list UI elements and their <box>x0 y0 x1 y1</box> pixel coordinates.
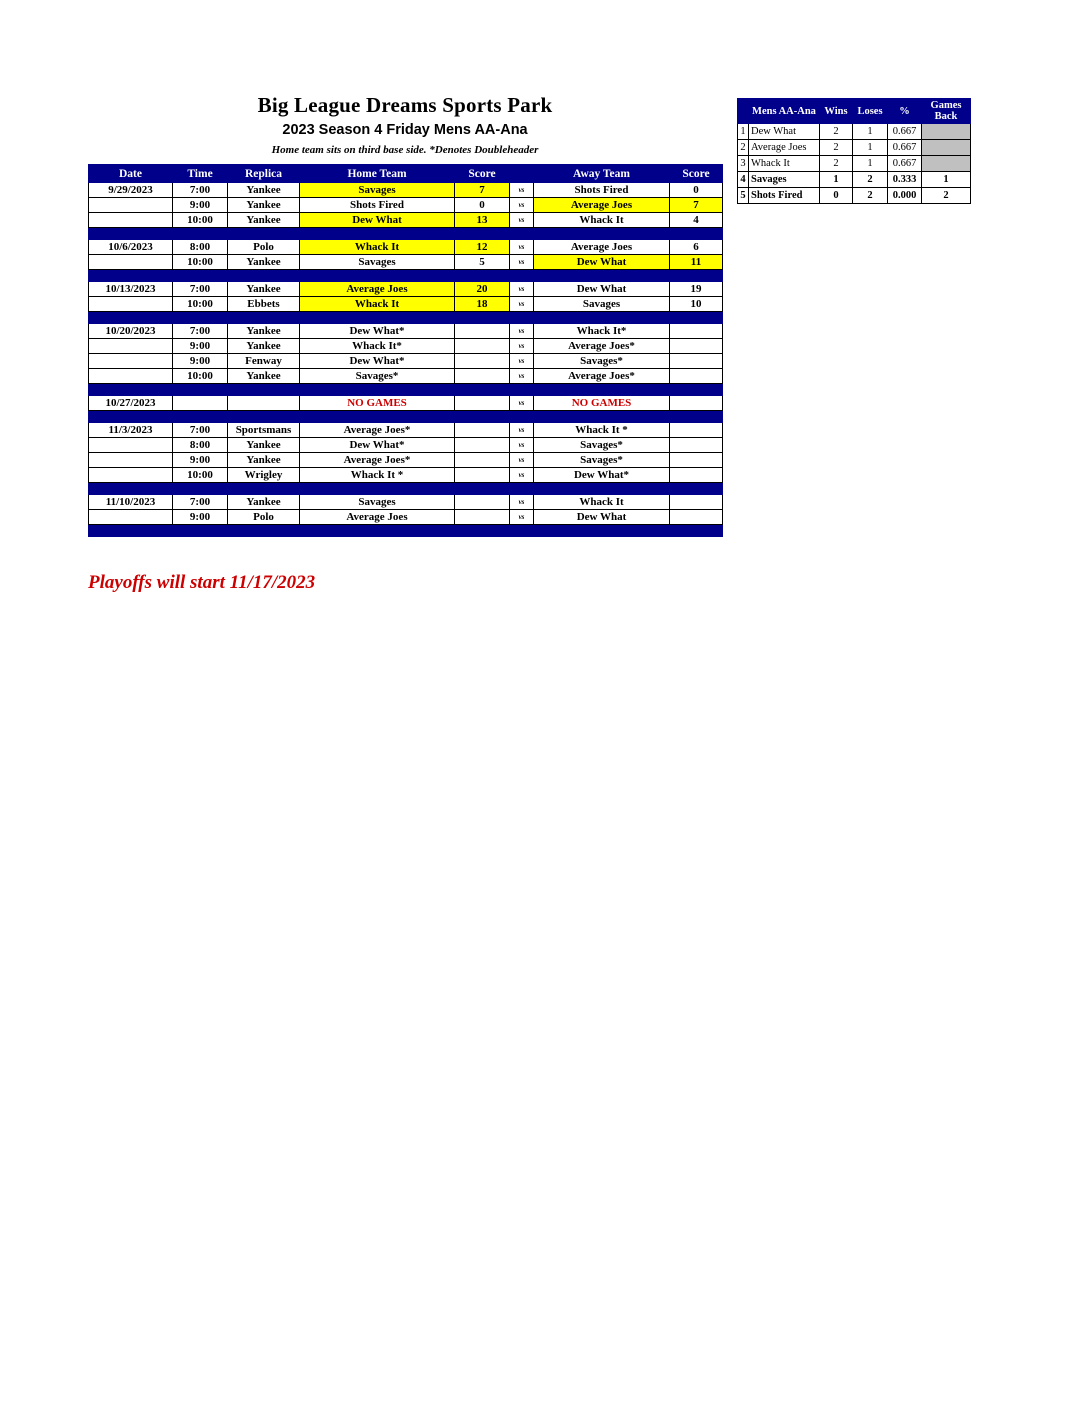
cell-date: 11/3/2023 <box>89 423 173 438</box>
cell-date: 11/10/2023 <box>89 495 173 510</box>
schedule-separator-row <box>89 411 723 423</box>
cell-replica: Yankee <box>228 369 300 384</box>
cell-vs-label: vs <box>510 198 534 213</box>
standings-header-row <box>738 99 971 124</box>
standings-cell-pct: 0.667 <box>888 140 922 156</box>
cell-home-team: Average Joes <box>300 510 455 525</box>
cell-date: 9/29/2023 <box>89 183 173 198</box>
cell-date <box>89 354 173 369</box>
standings-header-league: Mens AA-Ana <box>749 99 820 124</box>
cell-date <box>89 369 173 384</box>
standings-header-loses: Loses <box>853 99 888 124</box>
cell-date: 10/27/2023 <box>89 396 173 411</box>
standings-cell-loses: 2 <box>853 172 888 188</box>
cell-date <box>89 453 173 468</box>
cell-home-team: Shots Fired <box>300 198 455 213</box>
table-row <box>89 213 723 228</box>
cell-away-score: 0 <box>670 183 723 198</box>
cell-away-score <box>670 438 723 453</box>
column-header-date: Date <box>89 165 173 183</box>
cell-time: 10:00 <box>173 255 228 270</box>
cell-away-team: Average Joes <box>534 198 670 213</box>
cell-replica: Polo <box>228 510 300 525</box>
table-row <box>89 438 723 453</box>
cell-time: 8:00 <box>173 240 228 255</box>
cell-time: 9:00 <box>173 354 228 369</box>
cell-away-score <box>670 453 723 468</box>
table-row <box>89 297 723 312</box>
cell-away-team: Average Joes* <box>534 369 670 384</box>
cell-replica: Sportsmans <box>228 423 300 438</box>
table-row <box>89 255 723 270</box>
page-subtitle: 2023 Season 4 Friday Mens AA-Ana <box>282 122 528 139</box>
cell-away-team: Shots Fired <box>534 183 670 198</box>
cell-replica: Ebbets <box>228 297 300 312</box>
separator-cell <box>89 411 723 423</box>
cell-time: 9:00 <box>173 339 228 354</box>
cell-replica: Yankee <box>228 453 300 468</box>
schedule-separator-row <box>89 525 723 537</box>
standings-cell-pct: 0.667 <box>888 156 922 172</box>
cell-home-score <box>455 468 510 483</box>
cell-away-team: NO GAMES <box>534 396 670 411</box>
cell-replica: Yankee <box>228 282 300 297</box>
cell-away-score <box>670 354 723 369</box>
table-row <box>89 198 723 213</box>
standings-cell-rank: 3 <box>738 156 749 172</box>
standings-cell-rank: 1 <box>738 124 749 140</box>
cell-away-score: 6 <box>670 240 723 255</box>
cell-vs-label: vs <box>510 369 534 384</box>
table-row <box>89 369 723 384</box>
cell-away-team: Dew What* <box>534 468 670 483</box>
cell-vs-label: vs <box>510 510 534 525</box>
cell-replica <box>228 396 300 411</box>
cell-vs-label: vs <box>510 453 534 468</box>
cell-replica: Yankee <box>228 438 300 453</box>
standings-cell-games-back <box>922 140 971 156</box>
standings-cell-loses: 1 <box>853 140 888 156</box>
cell-home-score <box>455 438 510 453</box>
cell-away-score <box>670 339 723 354</box>
separator-cell <box>89 483 723 495</box>
cell-vs-label: vs <box>510 354 534 369</box>
cell-away-score <box>670 468 723 483</box>
cell-time: 9:00 <box>173 453 228 468</box>
table-row <box>89 354 723 369</box>
standings-cell-team: Average Joes <box>749 140 820 156</box>
cell-home-score: 20 <box>455 282 510 297</box>
cell-vs-label: vs <box>510 213 534 228</box>
standings-cell-wins: 2 <box>820 156 853 172</box>
cell-home-team: NO GAMES <box>300 396 455 411</box>
cell-home-score <box>455 354 510 369</box>
cell-home-score: 12 <box>455 240 510 255</box>
standings-cell-games-back <box>922 124 971 140</box>
cell-time: 7:00 <box>173 183 228 198</box>
standings-cell-wins: 0 <box>820 188 853 204</box>
cell-home-score <box>455 453 510 468</box>
cell-date <box>89 339 173 354</box>
cell-replica: Wrigley <box>228 468 300 483</box>
table-row <box>89 240 723 255</box>
schedule-separator-row <box>89 228 723 240</box>
standings-cell-rank: 4 <box>738 172 749 188</box>
cell-replica: Yankee <box>228 183 300 198</box>
column-header-home-team: Home Team <box>300 165 455 183</box>
separator-cell <box>89 228 723 240</box>
cell-time: 7:00 <box>173 324 228 339</box>
cell-home-team: Dew What <box>300 213 455 228</box>
cell-home-score <box>455 396 510 411</box>
standings-header-games-back: Games Back <box>922 99 971 124</box>
cell-away-score: 7 <box>670 198 723 213</box>
cell-home-score <box>455 324 510 339</box>
standings-cell-rank: 5 <box>738 188 749 204</box>
cell-away-team: Average Joes* <box>534 339 670 354</box>
standings-cell-games-back: 2 <box>922 188 971 204</box>
cell-home-score: 13 <box>455 213 510 228</box>
cell-replica: Yankee <box>228 339 300 354</box>
table-row <box>89 423 723 438</box>
cell-away-team: Dew What <box>534 255 670 270</box>
cell-away-score <box>670 324 723 339</box>
page-note: Home team sits on third base side. *Denotes Doubleheader <box>271 144 539 157</box>
standings-cell-rank: 2 <box>738 140 749 156</box>
standings-cell-games-back: 1 <box>922 172 971 188</box>
cell-home-score: 18 <box>455 297 510 312</box>
cell-time <box>173 396 228 411</box>
cell-away-team: Whack It <box>534 213 670 228</box>
schedule-separator-row <box>89 312 723 324</box>
cell-date <box>89 255 173 270</box>
cell-away-score <box>670 369 723 384</box>
cell-vs-label: vs <box>510 495 534 510</box>
table-row <box>89 453 723 468</box>
column-header-replica: Replica <box>228 165 300 183</box>
cell-home-score <box>455 369 510 384</box>
standings-cell-wins: 1 <box>820 172 853 188</box>
standings-cell-games-back <box>922 156 971 172</box>
separator-cell <box>89 525 723 537</box>
cell-away-team: Whack It * <box>534 423 670 438</box>
cell-vs-label: vs <box>510 339 534 354</box>
cell-replica: Yankee <box>228 213 300 228</box>
playoffs-note: Playoffs will start 11/17/2023 <box>88 572 316 593</box>
column-header-away-score: Score <box>670 165 723 183</box>
column-header-time: Time <box>173 165 228 183</box>
schedule-separator-row <box>89 483 723 495</box>
table-row <box>89 495 723 510</box>
cell-away-team: Whack It* <box>534 324 670 339</box>
cell-replica: Yankee <box>228 198 300 213</box>
table-row <box>89 183 723 198</box>
cell-replica: Yankee <box>228 255 300 270</box>
cell-home-team: Savages <box>300 183 455 198</box>
schedule-table <box>88 164 723 537</box>
cell-away-score: 11 <box>670 255 723 270</box>
cell-away-team: Savages <box>534 297 670 312</box>
cell-time: 10:00 <box>173 297 228 312</box>
standings-row <box>738 140 971 156</box>
cell-time: 9:00 <box>173 510 228 525</box>
cell-home-team: Average Joes <box>300 282 455 297</box>
standings-cell-wins: 2 <box>820 140 853 156</box>
cell-away-team: Savages* <box>534 453 670 468</box>
standings-cell-team: Shots Fired <box>749 188 820 204</box>
cell-vs-label: vs <box>510 468 534 483</box>
cell-home-score: 5 <box>455 255 510 270</box>
standings-cell-pct: 0.667 <box>888 124 922 140</box>
page-title: Big League Dreams Sports Park <box>257 93 553 117</box>
cell-vs-label: vs <box>510 240 534 255</box>
cell-away-score: 4 <box>670 213 723 228</box>
standings-cell-loses: 2 <box>853 188 888 204</box>
standings-cell-loses: 1 <box>853 124 888 140</box>
cell-home-team: Whack It * <box>300 468 455 483</box>
cell-date <box>89 468 173 483</box>
standings-cell-team: Savages <box>749 172 820 188</box>
cell-away-score: 10 <box>670 297 723 312</box>
column-header-home-score: Score <box>455 165 510 183</box>
cell-away-score <box>670 423 723 438</box>
standings-row <box>738 172 971 188</box>
cell-home-team: Dew What* <box>300 324 455 339</box>
table-row <box>89 396 723 411</box>
cell-home-score <box>455 510 510 525</box>
cell-home-team: Dew What* <box>300 438 455 453</box>
cell-away-score: 19 <box>670 282 723 297</box>
standings-row <box>738 156 971 172</box>
cell-vs-label: vs <box>510 282 534 297</box>
cell-home-team: Whack It <box>300 240 455 255</box>
cell-home-team: Average Joes* <box>300 453 455 468</box>
cell-date <box>89 213 173 228</box>
cell-away-score <box>670 510 723 525</box>
cell-vs-label: vs <box>510 324 534 339</box>
cell-vs-label: vs <box>510 297 534 312</box>
standings-header-rank <box>738 99 749 124</box>
cell-vs-label: vs <box>510 438 534 453</box>
cell-replica: Yankee <box>228 495 300 510</box>
cell-time: 7:00 <box>173 282 228 297</box>
schedule-header-row <box>89 165 723 183</box>
column-header-away-team: Away Team <box>534 165 670 183</box>
table-row <box>89 510 723 525</box>
cell-replica: Yankee <box>228 324 300 339</box>
cell-away-team: Savages* <box>534 354 670 369</box>
cell-home-score <box>455 339 510 354</box>
cell-date: 10/6/2023 <box>89 240 173 255</box>
cell-date <box>89 510 173 525</box>
standings-cell-pct: 0.333 <box>888 172 922 188</box>
cell-time: 10:00 <box>173 369 228 384</box>
cell-replica: Fenway <box>228 354 300 369</box>
cell-home-score <box>455 423 510 438</box>
cell-vs-label: vs <box>510 183 534 198</box>
standings-cell-team: Whack It <box>749 156 820 172</box>
separator-cell <box>89 312 723 324</box>
cell-home-team: Savages <box>300 255 455 270</box>
cell-away-team: Dew What <box>534 510 670 525</box>
cell-time: 9:00 <box>173 198 228 213</box>
cell-time: 7:00 <box>173 423 228 438</box>
cell-vs-label: vs <box>510 423 534 438</box>
standings-row <box>738 124 971 140</box>
title-block <box>88 94 722 156</box>
cell-away-team: Dew What <box>534 282 670 297</box>
cell-home-team: Whack It <box>300 297 455 312</box>
cell-home-team: Whack It* <box>300 339 455 354</box>
column-header-vs <box>510 165 534 183</box>
cell-date <box>89 438 173 453</box>
standings-table <box>737 98 971 204</box>
cell-home-team: Savages* <box>300 369 455 384</box>
cell-away-score <box>670 495 723 510</box>
cell-home-score: 7 <box>455 183 510 198</box>
cell-time: 8:00 <box>173 438 228 453</box>
table-row <box>89 282 723 297</box>
cell-date <box>89 297 173 312</box>
cell-home-score: 0 <box>455 198 510 213</box>
standings-cell-wins: 2 <box>820 124 853 140</box>
cell-time: 10:00 <box>173 468 228 483</box>
standings-cell-loses: 1 <box>853 156 888 172</box>
cell-time: 10:00 <box>173 213 228 228</box>
cell-vs-label: vs <box>510 396 534 411</box>
cell-vs-label: vs <box>510 255 534 270</box>
cell-date <box>89 198 173 213</box>
cell-time: 7:00 <box>173 495 228 510</box>
cell-date: 10/20/2023 <box>89 324 173 339</box>
standings-header-pct: % <box>888 99 922 124</box>
standings-row <box>738 188 971 204</box>
cell-replica: Polo <box>228 240 300 255</box>
cell-away-score <box>670 396 723 411</box>
cell-home-team: Savages <box>300 495 455 510</box>
cell-away-team: Savages* <box>534 438 670 453</box>
separator-cell <box>89 270 723 282</box>
standings-header-wins: Wins <box>820 99 853 124</box>
cell-home-team: Dew What* <box>300 354 455 369</box>
table-row <box>89 468 723 483</box>
separator-cell <box>89 384 723 396</box>
schedule-separator-row <box>89 270 723 282</box>
cell-home-team: Average Joes* <box>300 423 455 438</box>
cell-away-team: Average Joes <box>534 240 670 255</box>
cell-away-team: Whack It <box>534 495 670 510</box>
table-row <box>89 324 723 339</box>
table-row <box>89 339 723 354</box>
schedule-separator-row <box>89 384 723 396</box>
cell-date: 10/13/2023 <box>89 282 173 297</box>
cell-home-score <box>455 495 510 510</box>
standings-cell-team: Dew What <box>749 124 820 140</box>
standings-cell-pct: 0.000 <box>888 188 922 204</box>
